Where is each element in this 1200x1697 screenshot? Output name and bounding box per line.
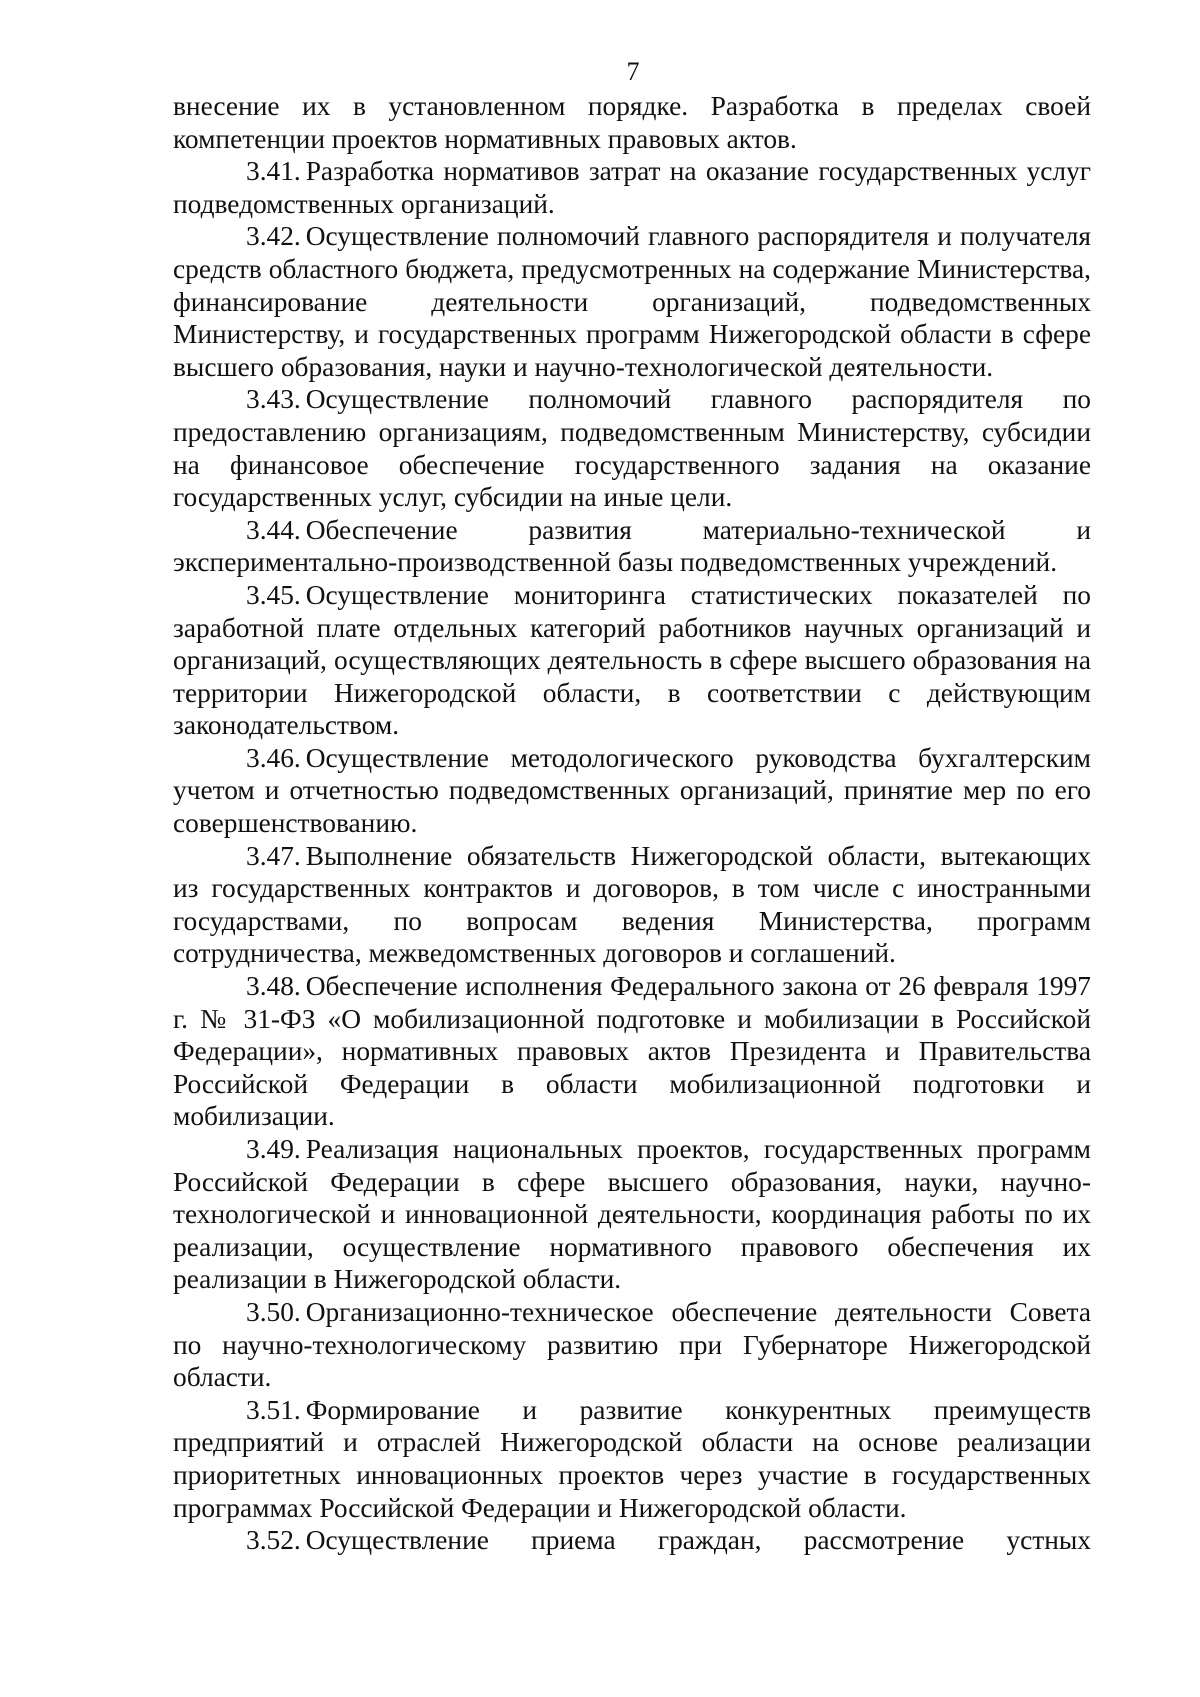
lead-paragraph: внесение их в установленном порядке. Разработка в пределах своей компетенции проектов нормативных правовых актов. [173,91,1091,154]
clause-text: Выполнение обязательств Нижегородской области, вытекающих из государственных контрактов и договоров, в том числе с иностранными государствами, по вопросам ведения Министерства, программ сотрудничества, межведомственных договоров и соглашений. [173,840,1091,969]
page-number: 7 [626,57,640,86]
clause-text: Осуществление методологического руководства бухгалтерским учетом и отчетностью подведомственных организаций, принятие мер по его совершенствованию. [173,742,1091,839]
paragraph-3-52 [173,1524,1091,1557]
paragraph-3-42 [173,220,1091,383]
paragraph-3-46 [173,742,1091,840]
paragraph-3-49 [173,1133,1091,1296]
clause-number: 3.51. [246,1394,301,1425]
clause-text: Осуществление мониторинга статистических показателей по заработной плате отдельных категорий работников научных организаций и организаций, осуществляющих деятельность в сфере высшего образования на территории Нижегородской области, в соответствии с действующим законодательством. [173,579,1091,741]
paragraph-3-50 [173,1296,1091,1394]
clause-text: Организационно-техническое обеспечение деятельности Совета по научно-технологическому развитию при Губернаторе Нижегородской области. [173,1296,1091,1393]
clause-number: 3.47. [246,840,301,871]
clause-number: 3.50. [246,1296,301,1327]
clause-number: 3.48. [246,971,301,1002]
clause-number: 3.44. [246,514,301,545]
clause-number: 3.49. [246,1134,301,1164]
clause-number: 3.41. [246,156,301,187]
clause-number: 3.52. [246,1525,301,1556]
clause-text: Обеспечение исполнения Федерального закона от 26 февраля 1997 г. № 31-ФЗ «О мобилизационной подготовке и мобилизации в Российской Федерации», нормативных правовых актов Президента и Правительства Российской Федерации в области мобилизационной подготовки и мобилизации. [173,971,1091,1132]
clause-number: 3.42. [246,221,301,252]
document-body [173,90,1091,1557]
clause-number: 3.46. [246,742,301,773]
paragraph-3-41 [173,155,1091,220]
clause-text: Обеспечение развития материально-технической и экспериментально-производственной базы подведомственных учреждений. [173,514,1091,578]
clause-number: 3.45. [246,579,301,610]
paragraph-3-48 [173,970,1091,1133]
paragraph-3-45 [173,579,1091,742]
paragraph-3-44 [173,514,1091,579]
clause-number: 3.43. [246,384,301,415]
paragraph-3-47 [173,840,1091,970]
paragraph-3-51 [173,1394,1091,1524]
clause-text: Осуществление полномочий главного распорядителя по предоставлению организациям, подведомственным Министерству, субсидии на финансовое обеспечение государственного задания на оказание государственных услуг, субсидии на иные цели. [173,384,1091,513]
clause-text: Реализация национальных проектов, государственных программ Российской Федерации в сфере высшего образования, науки, научно-технологической и инновационной деятельности, координация работы по их реализации, осуществление нормативного правового обеспечения их реализации в Нижегородской области. [173,1134,1091,1295]
clause-text: Разработка нормативов затрат на оказание государственных услуг подведомственных организаций. [173,156,1091,219]
clause-text: Формирование и развитие конкурентных преимуществ предприятий и отраслей Нижегородской области на основе реализации приоритетных инновационных проектов через участие в государственных программах Российской Федерации и Нижегородской области. [173,1394,1091,1523]
clause-text: Осуществление полномочий главного распорядителя и получателя средств областного бюджета, предусмотренных на содержание Министерства, финансирование деятельности организаций, подведомственных Министерству, и государственных программ Нижегородской области в сфере высшего образования, науки и научно-технологической деятельности. [173,221,1091,382]
clause-text: Осуществление приема граждан, рассмотрение устных [305,1525,1091,1556]
paragraph-3-43 [173,383,1091,513]
